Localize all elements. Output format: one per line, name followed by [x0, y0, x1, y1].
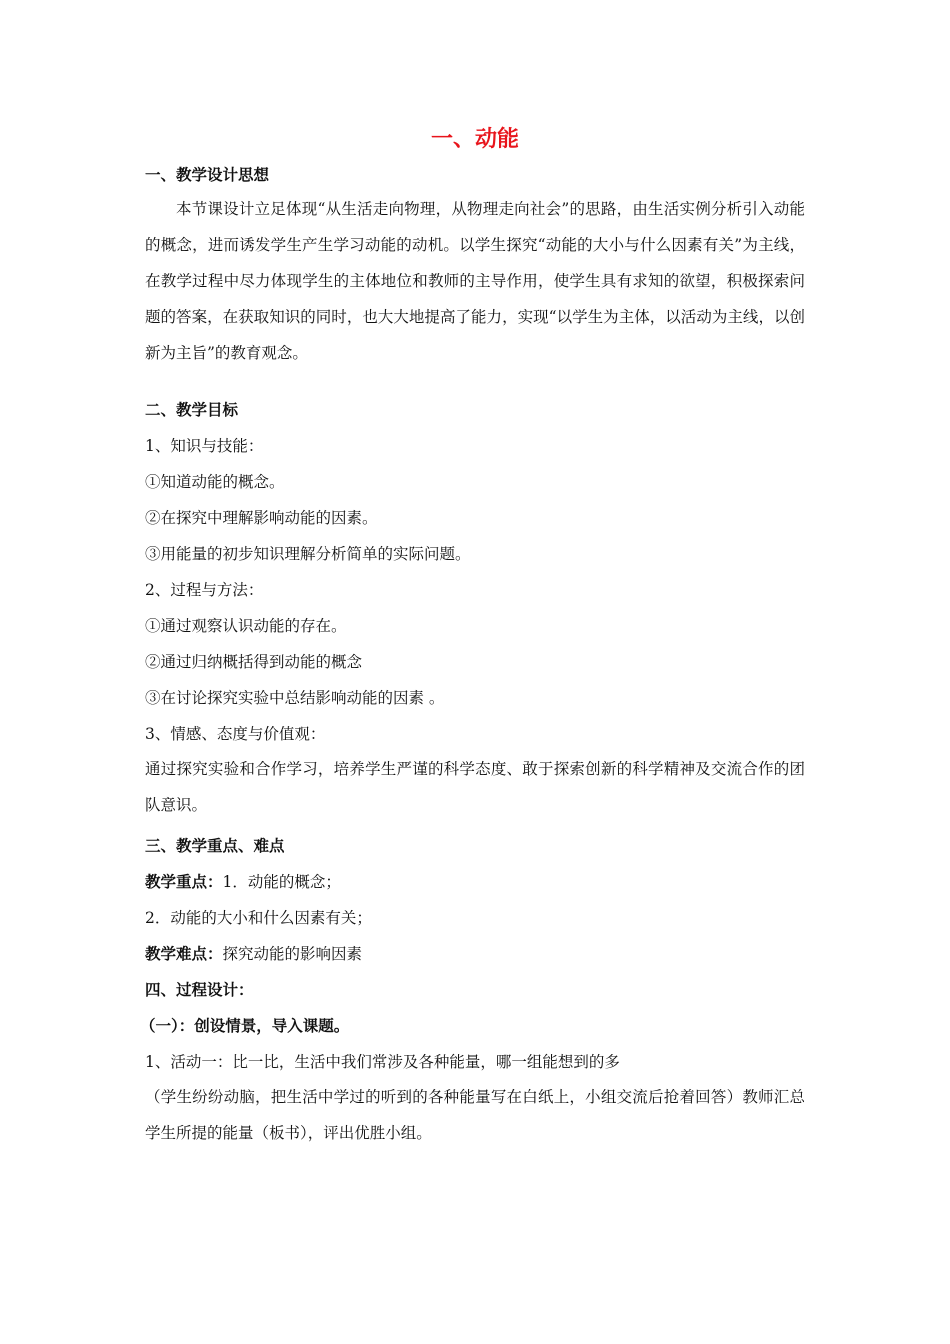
activity-one-line: 1、活动一：比一比，生活中我们常涉及各种能量，哪一组能想到的多: [145, 1053, 620, 1071]
goal-attitude-title: 3、情感、态度与价值观：: [145, 725, 326, 743]
key-point-label: 教学重点：: [145, 873, 223, 891]
activity-one-paragraph: （学生纷纷动脑，把生活中学过的听到的各种能量写在白纸上，小组交流后抢着回答）教师汇总学生所提的能量（板书），评出优胜小组。: [145, 1088, 805, 1142]
goal-process-item: ③在讨论探究实验中总结影响动能的因素 。: [145, 689, 445, 707]
goal-attitude-paragraph: 通过探究实验和合作学习，培养学生严谨的科学态度、敢于探索创新的科学精神及交流合作的团队意识。: [145, 760, 805, 814]
key-point-line: [145, 872, 805, 892]
difficulty-line: [145, 944, 805, 964]
goal-process-item: ②通过归纳概括得到动能的概念: [145, 653, 363, 671]
goal-knowledge-item: ①知道动能的概念。: [145, 473, 285, 491]
goal-knowledge-title: 1、知识与技能：: [145, 437, 264, 455]
subsection-heading-intro: （一）：创设情景，导入课题。: [140, 1017, 350, 1035]
goal-process-item: ①通过观察认识动能的存在。: [145, 617, 347, 635]
difficulty-label: 教学难点：: [145, 945, 223, 963]
section-heading-design-idea: 一、教学设计思想: [145, 166, 270, 184]
goal-knowledge-item: ③用能量的初步知识理解分析简单的实际问题。: [145, 545, 471, 563]
key-point-text-2: 2．动能的大小和什么因素有关；: [145, 909, 372, 927]
goal-process-title: 2、过程与方法：: [145, 581, 264, 599]
goal-knowledge-item: ②在探究中理解影响动能的因素。: [145, 509, 378, 527]
difficulty-text: 探究动能的影响因素: [222, 945, 363, 963]
key-point-text: 1．动能的概念；: [222, 873, 341, 891]
section-heading-key-points: 三、教学重点、难点: [145, 837, 285, 855]
document-title: 一、动能: [430, 127, 519, 152]
section-heading-goals: 二、教学目标: [145, 401, 239, 419]
section-heading-process: 四、过程设计：: [145, 981, 254, 999]
design-idea-paragraph: 本节课设计立足体现“从生活走向物理，从物理走向社会”的思路，由生活实例分析引入动能的概念，进而诱发学生产生学习动能的动机。以学生探究“动能的大小与什么因素有关”为主线，在教学过程中尽力体现学生的主体地位和教师的主导作用，使学生具有求知的欲望，积极探索问题的答案，在获取知识的同时，也大大地提高了能力，实现“以学生为主体，以活动为主线，以创新为主旨”的教育观念。: [145, 200, 805, 362]
